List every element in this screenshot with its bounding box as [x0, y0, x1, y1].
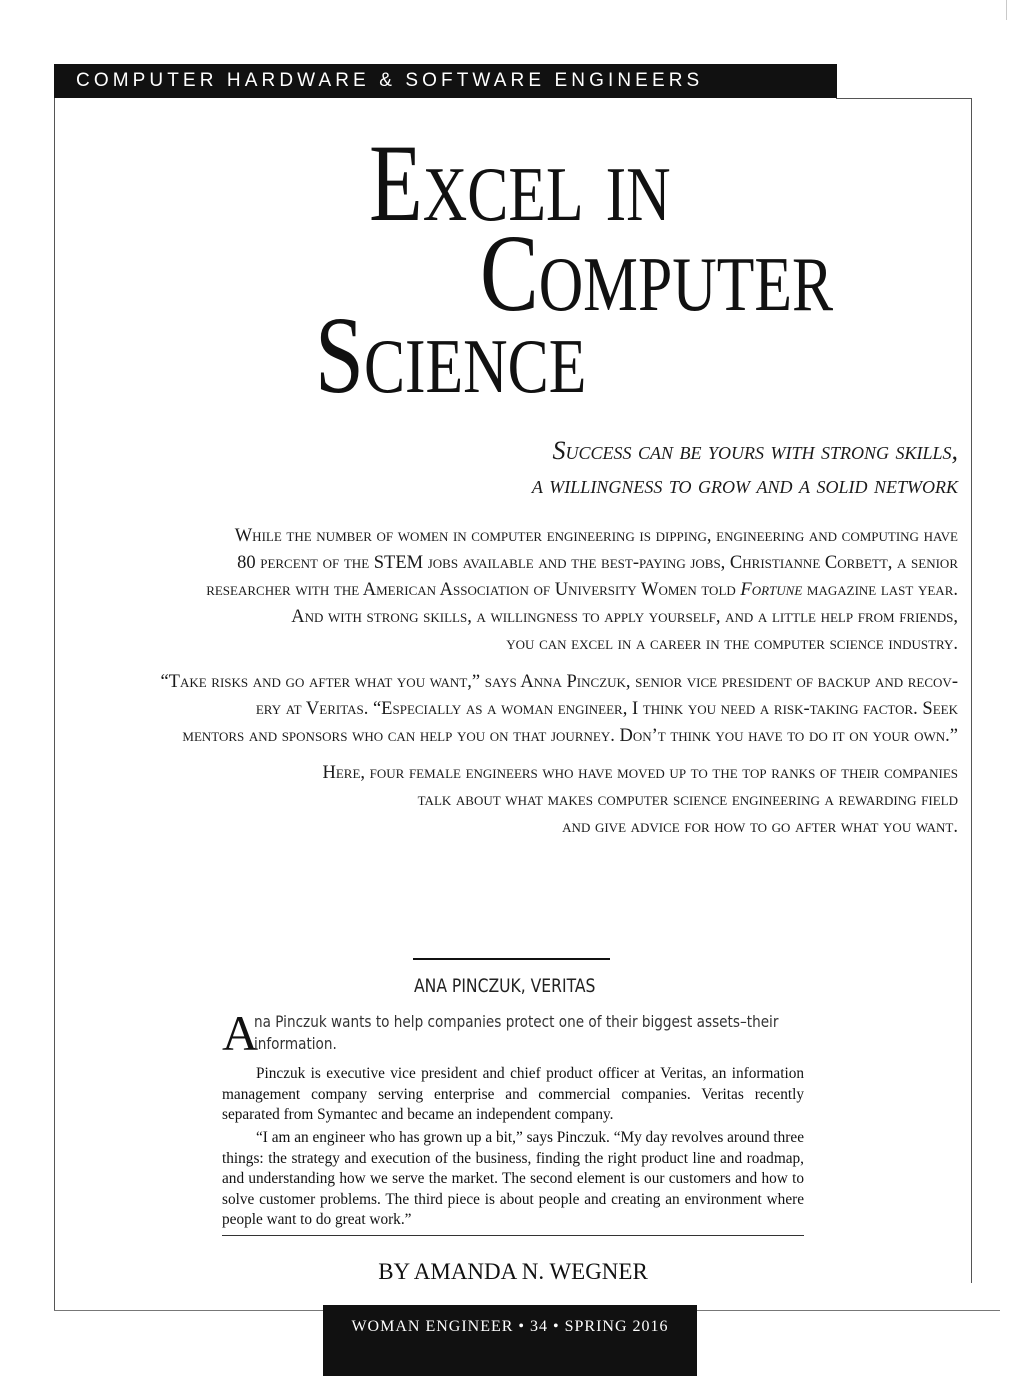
profile-paragraph: Pinczuk is executive vice president and chief product officer at Veritas, an information management company serving enterprise and commercial companies. Veritas recently separated from Symantec and became an independent company. — [222, 1065, 804, 1123]
page-edge-line — [1006, 0, 1007, 20]
intro-line: you can excel in a career in the computer science industry. — [506, 634, 958, 654]
intro-line: And with strong skills, a willingness to apply yourself, and a little help from friends, — [291, 607, 958, 627]
intro-line: While the number of women in computer engineering is dipping, engineering and computing have — [234, 526, 958, 546]
intro-line: Here, four female engineers who have moved up to the top ranks of their companies — [322, 763, 958, 783]
profile-paragraph: “I am an engineer who has grown up a bit,” says Pinczuk. “My day revolves around three things: the strategy and execution of the business, finding the right product line and roadmap, and understanding how we serve the market. The second element is our customers and how to solve customer problems. The third piece is about people and creating an environment where people want to do great work.” — [222, 1129, 804, 1228]
article-subtitle-line-1: Success can be yours with strong skills, — [552, 436, 958, 465]
profile-lead-line-1: na Pinczuk wants to help companies protect one of their biggest assets–their — [254, 1012, 779, 1031]
frame-line-right — [971, 98, 972, 1283]
intro-line: ery at Veritas. “Especially as a woman engineer, I think you need a risk-taking factor. Seek — [255, 699, 958, 719]
frame-line-left — [54, 98, 55, 1311]
article-title-line-1: Excel in — [369, 122, 671, 244]
magazine-name: Fortune — [740, 580, 803, 600]
byline-divider — [222, 1235, 804, 1236]
intro-line: 80 percent of the STEM jobs available and the best-paying jobs, Christianne Corbett, a senior — [237, 553, 958, 573]
intro-line: and give advice for how to go after what you want. — [562, 817, 958, 837]
intro-text: magazine last year. — [802, 580, 958, 600]
intro-text: researcher with the American Association of University Women told — [206, 580, 741, 600]
article-title-line-2: Computer — [480, 212, 834, 334]
byline: BY AMANDA N. WEGNER — [378, 1259, 648, 1284]
frame-line-top — [836, 98, 972, 99]
profile-lead-line-2: information. — [254, 1034, 337, 1053]
article-title-line-3: Science — [315, 294, 587, 416]
intro-line: talk about what makes computer science engineering a rewarding field — [417, 790, 958, 810]
drop-cap: A — [222, 1005, 259, 1061]
page-footer: WOMAN ENGINEER • 34 • SPRING 2016 — [323, 1305, 697, 1376]
section-header-bar: COMPUTER HARDWARE & SOFTWARE ENGINEERS — [54, 64, 837, 98]
intro-line: “Take risks and go after what you want,” says Anna Pinczuk, senior vice president of backup and recov- — [160, 672, 958, 692]
article-subtitle-line-2: a willingness to grow and a solid network — [531, 470, 958, 499]
profile-heading: ANA PINCZUK, VERITAS — [414, 975, 596, 997]
section-divider — [413, 958, 610, 960]
intro-line — [206, 581, 958, 600]
intro-line: mentors and sponsors who can help you on that journey. Don’t think you have to do it on your own.” — [182, 726, 958, 746]
